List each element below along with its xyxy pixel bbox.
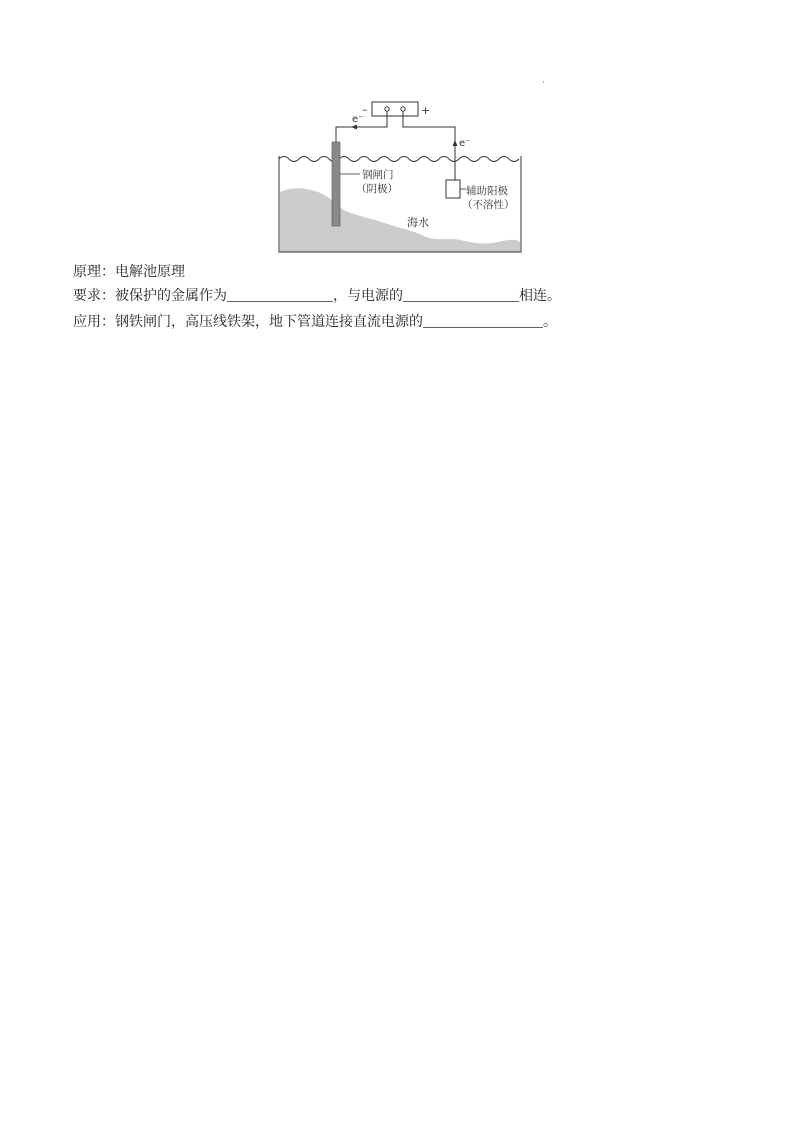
power-plus-label: + [421,104,431,117]
requirement-line [73,287,561,305]
principle-text: 原理：电解池原理 [73,264,185,280]
requirement-text-2: ，与电源的 [333,288,403,304]
arrow-up-icon [453,140,458,146]
principle-line [73,263,185,281]
stray-mark: · [542,78,545,88]
terminal-negative [385,107,389,111]
steel-gate [332,142,340,226]
requirement-text-3: 相连。 [519,288,561,304]
electron-right-label: e⁻ [459,138,471,149]
application-text-1: 应用：钢铁闸门，高压线铁架，地下管道连接直流电源的 [73,314,423,330]
wire-right [403,111,455,180]
requirement-text-1: 要求：被保护的金属作为 [73,288,227,304]
terminal-positive [401,107,405,111]
electrolytic-protection-diagram [276,96,524,254]
answer-blank-terminal[interactable] [403,287,519,302]
application-text-2: 。 [543,314,557,330]
answer-blank-application[interactable] [423,313,543,328]
application-line [73,313,557,331]
electron-left-label: e⁻ [352,114,364,125]
power-source [372,102,418,116]
water-surface [279,157,519,162]
anode-label-line2: （不溶性） [462,199,515,211]
seawater-label: 海水 [407,216,429,229]
gate-label-line2: （阴极） [356,183,398,195]
power-minus-label: – [362,103,368,116]
arrow-left-icon [351,125,357,130]
gate-label-line1: 钢闸门 [362,169,394,181]
auxiliary-anode [446,180,460,198]
answer-blank-cathode[interactable] [227,287,333,302]
anode-label-line1: 辅助阳极 [466,185,508,197]
seabed-shape [280,188,520,252]
